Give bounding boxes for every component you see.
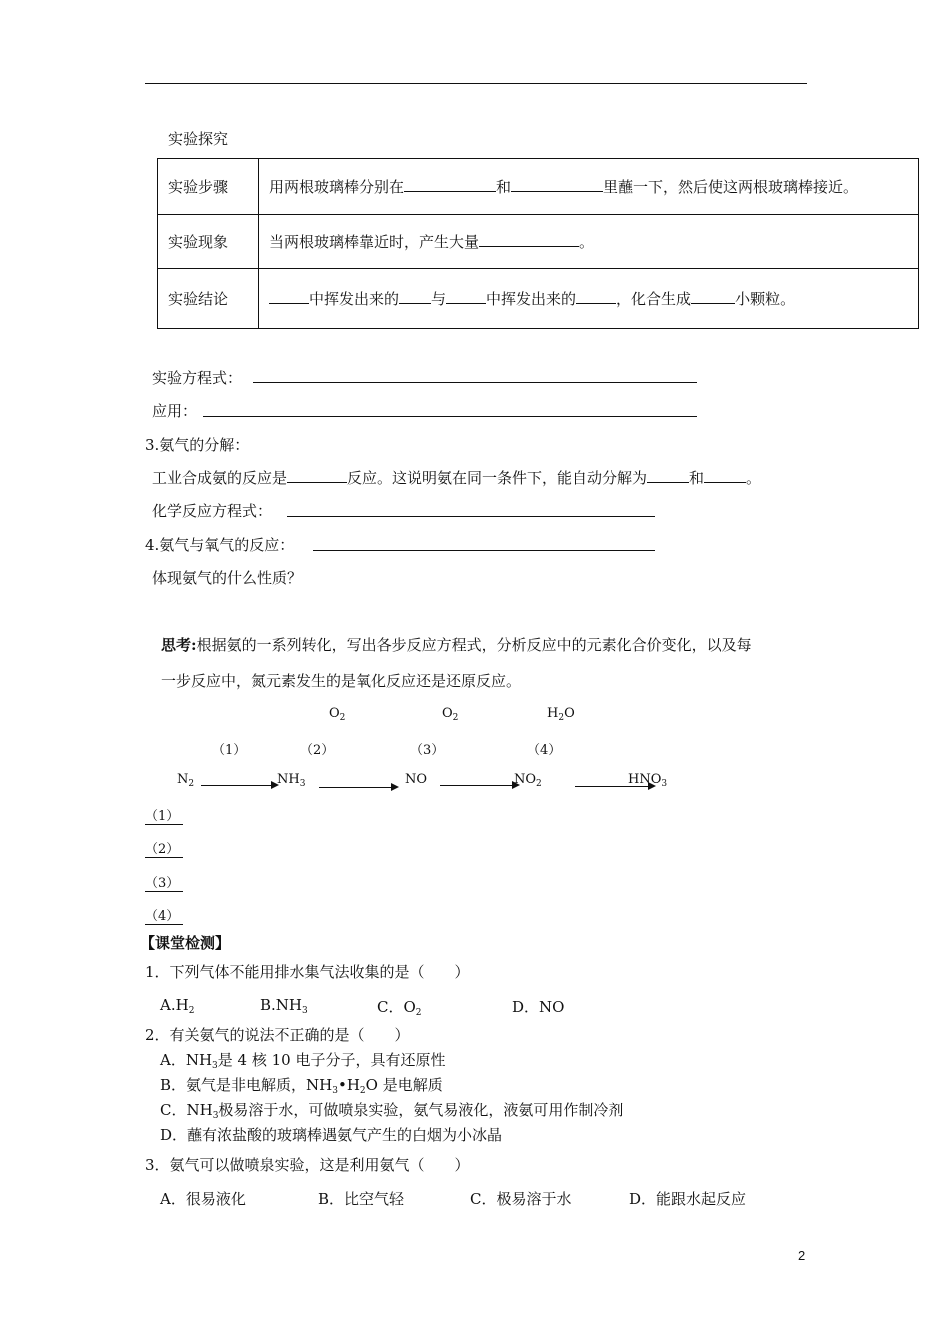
question-2: 2．有关氨气的说法不正确的是（ ） (145, 1026, 410, 1044)
step-label: （1） (212, 743, 247, 758)
answer-line-4[interactable]: （4） (145, 905, 183, 925)
think-label: 思考 (161, 636, 192, 654)
species-no: NO (405, 772, 428, 787)
answer-blank[interactable] (691, 289, 735, 304)
section-4-answer-line[interactable] (313, 550, 655, 551)
q2-option-b[interactable]: B．氨气是非电解质，$NH_3•H_2O$ 是电解质 (160, 1076, 443, 1096)
section-4-question: 体现氨气的什么性质？ (152, 569, 303, 587)
section-3-title: 3.氨气的分解： (145, 436, 250, 454)
reagent-o2: $O_2$ (329, 706, 346, 723)
answer-line-1[interactable]: （1） (145, 805, 183, 825)
reaction-arrow-1 (201, 785, 277, 786)
q3-option-c[interactable]: C．极易溶于水 (470, 1190, 572, 1208)
answer-blank[interactable] (404, 177, 496, 192)
section-3-eq-label: 化学反应方程式： (152, 502, 273, 520)
text: 工业合成氨的反应是 (152, 469, 288, 487)
answer-blank[interactable] (511, 177, 603, 192)
application-answer-line[interactable] (203, 416, 697, 417)
species-n2: $N_2$ (177, 772, 195, 789)
think-text-2: 一步反应中，氮元素发生的是氧化反应还是还原反应。 (161, 672, 522, 690)
species-no2: $NO_2$ (514, 772, 542, 789)
text: 当两根玻璃棒靠近时，产生大量 (269, 233, 480, 251)
answer-blank[interactable] (479, 232, 579, 247)
text: 里蘸一下，然后使这两根玻璃棒接近。 (603, 178, 859, 196)
row-content (259, 215, 919, 269)
q3-option-a[interactable]: A．很易液化 (160, 1190, 246, 1208)
row-label: 实验步骤 (158, 159, 259, 215)
reaction-arrow-3 (440, 785, 518, 786)
step-label: （4） (527, 743, 562, 758)
answer-blank[interactable] (647, 468, 689, 483)
step-label: （2） (300, 743, 335, 758)
row-content (259, 269, 919, 329)
experiment-table (157, 158, 919, 329)
reagent-h2o: $H_2O$ (547, 706, 575, 723)
step-label: （3） (410, 743, 445, 758)
reagent-o2: $O_2$ (442, 706, 459, 723)
text: 中挥发出来的 (309, 290, 400, 308)
question-3: 3．氨气可以做喷泉实验，这是利用氨气（ ） (145, 1156, 470, 1174)
table-row (158, 159, 919, 215)
row-content (259, 159, 919, 215)
quiz-title: 【课堂检测】 (140, 934, 231, 952)
text: 反应。这说明氨在同一条件下，能自动分解为 (347, 469, 648, 487)
application-label: 应用： (152, 402, 198, 420)
section-title: 实验探究 (168, 130, 229, 148)
q1-option-b[interactable]: $B.NH_3$ (260, 996, 308, 1016)
answer-line-3[interactable]: （3） (145, 872, 183, 892)
text: 。 (579, 233, 595, 251)
reaction-arrow-2 (319, 787, 397, 788)
table-row (158, 215, 919, 269)
q2-option-d[interactable]: D．蘸有浓盐酸的玻璃棒遇氨气产生的白烟为小冰晶 (160, 1126, 503, 1144)
section-3-text (152, 467, 761, 488)
q1-option-d[interactable]: D．NO (512, 998, 565, 1016)
text: 中挥发出来的 (486, 290, 577, 308)
q1-option-c[interactable]: C．$O_2$ (377, 998, 422, 1018)
species-nh3: $NH_3$ (277, 772, 306, 789)
header-rule (145, 83, 807, 84)
q1-option-a[interactable]: $A.H_2$ (160, 996, 195, 1016)
q2-option-c[interactable]: C．$NH_3$极易溶于水，可做喷泉实验，氨气易液化，液氨可用作制冷剂 (160, 1101, 624, 1121)
think-paragraph (161, 634, 752, 655)
text: 。 (746, 469, 762, 487)
answer-line-2[interactable]: （2） (145, 838, 183, 858)
equation-label: 实验方程式： (152, 369, 243, 387)
section-3-answer-line[interactable] (287, 516, 655, 517)
text: 小颗粒。 (735, 290, 796, 308)
answer-blank[interactable] (269, 289, 309, 304)
row-label: 实验现象 (158, 215, 259, 269)
species-hno3: $HNO_3$ (628, 772, 668, 789)
equation-answer-line[interactable] (253, 382, 697, 383)
answer-blank[interactable] (399, 289, 431, 304)
text: 用两根玻璃棒分别在 (269, 178, 405, 196)
table-row (158, 269, 919, 329)
page-number: 2 (798, 1248, 806, 1263)
answer-blank[interactable] (287, 468, 347, 483)
q3-option-b[interactable]: B．比空气轻 (318, 1190, 405, 1208)
question-1: 1．下列气体不能用排水集气法收集的是（ ） (145, 963, 470, 981)
section-4-title: 4.氨气与氧气的反应： (145, 536, 295, 554)
q2-option-a[interactable]: A．$NH_3$是 4 核 10 电子分子，具有还原性 (160, 1051, 446, 1071)
text: ，化合生成 (616, 290, 692, 308)
think-colon: : (191, 636, 197, 654)
text: 和 (496, 178, 512, 196)
think-text: 根据氨的一系列转化，写出各步反应方程式，分析反应中的元素化合价变化，以及每 (196, 636, 752, 654)
text: 与 (431, 290, 447, 308)
q3-option-d[interactable]: D．能跟水起反应 (629, 1190, 747, 1208)
text: 和 (689, 469, 705, 487)
answer-blank[interactable] (446, 289, 486, 304)
answer-blank[interactable] (704, 468, 746, 483)
answer-blank[interactable] (576, 289, 616, 304)
row-label: 实验结论 (158, 269, 259, 329)
